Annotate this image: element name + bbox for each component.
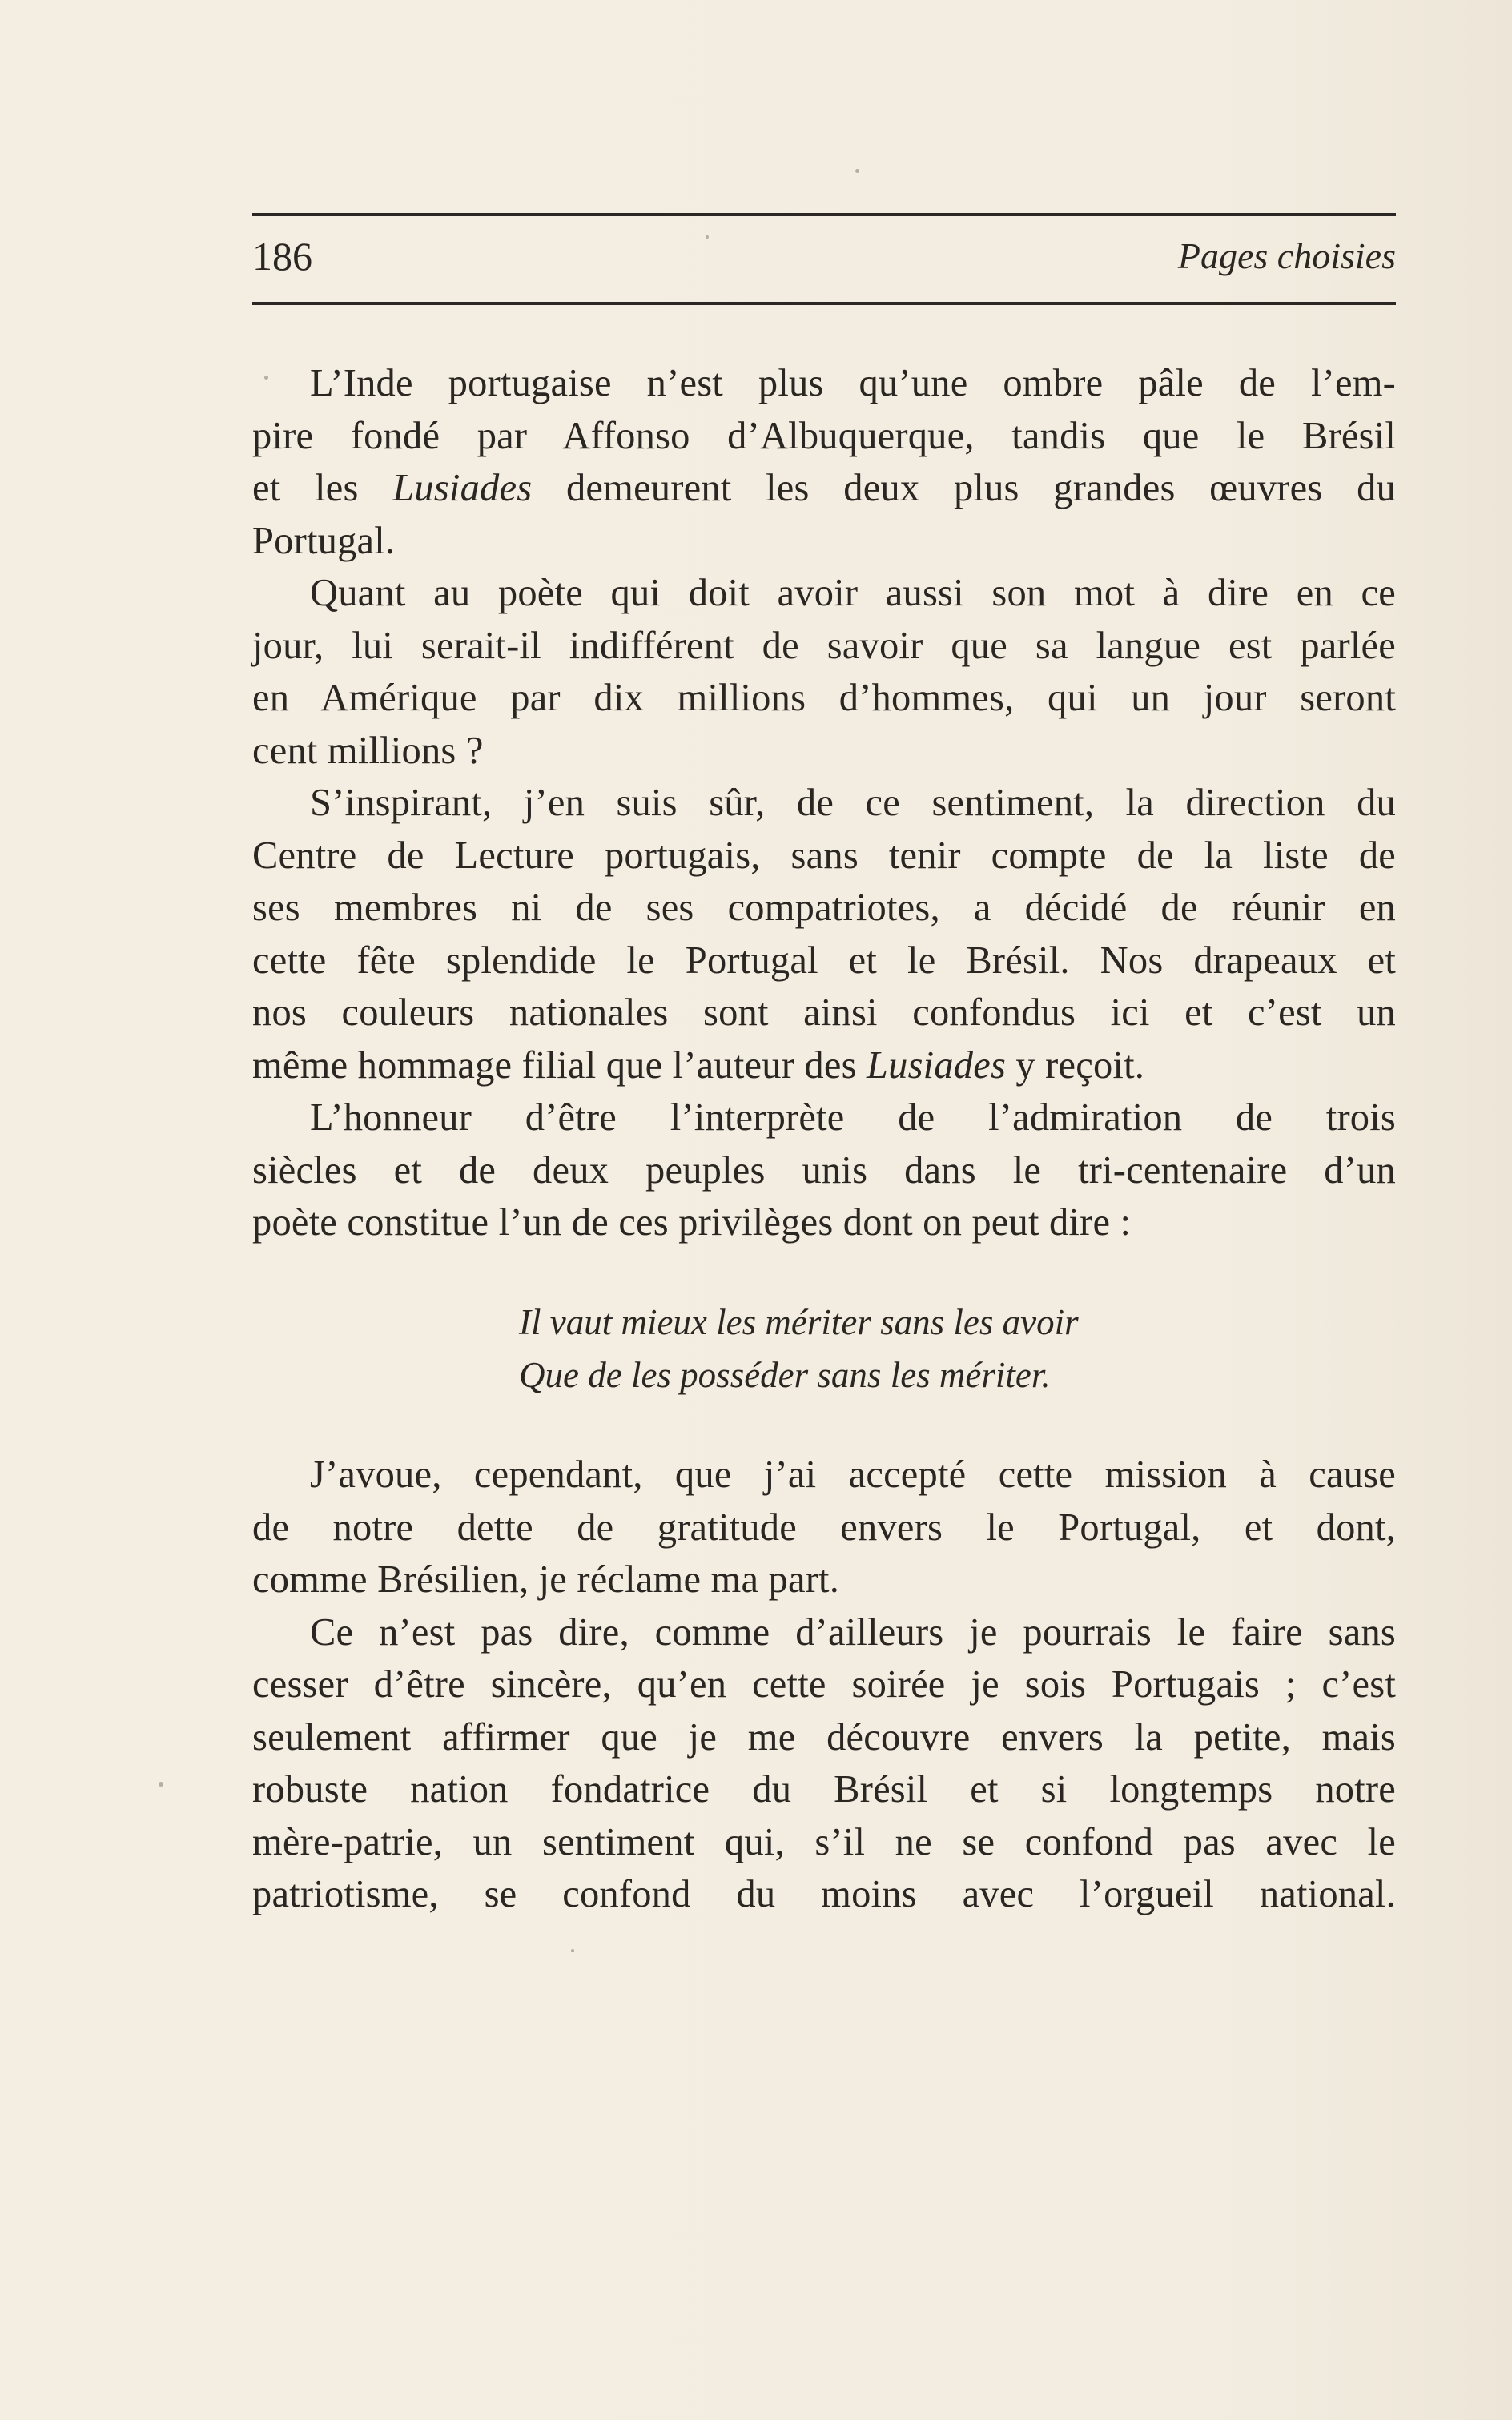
text-line: seulement affirmer que je me découvre envers la petite, mais [252, 1715, 1396, 1759]
text-line: patriotisme, se confond du moins avec l’orgueil national. [252, 1873, 1396, 1915]
text-line: L’Inde portugaise n’est plus qu’une ombre pâle de l’em- [310, 362, 1396, 404]
text-fragment: y reçoit. [1015, 1043, 1145, 1087]
work-title: Lusiades [866, 1043, 1007, 1087]
verse-quotation [519, 1296, 1240, 1401]
running-title: Pages choisies [1177, 235, 1396, 276]
text-line: Portugal. [252, 519, 396, 562]
text-line: jour, lui serait-il indifférent de savoir que sa langue est parlée [252, 624, 1396, 667]
text-line: en Amérique par dix millions d’hommes, qui un jour seront [252, 677, 1396, 719]
text-line [252, 462, 1396, 515]
header-rule-top [252, 213, 1396, 216]
text-line: Quant au poète qui doit avoir aussi son mot à dire en ce [310, 572, 1396, 614]
body-text [252, 357, 1396, 1249]
paper-speck [571, 1949, 574, 1952]
text-line: cent millions ? [252, 729, 484, 772]
text-line: pire fondé par Affonso d’Albuquerque, tandis que le Brésil [252, 414, 1396, 457]
page-number: 186 [252, 234, 312, 279]
text-line: Centre de Lecture portugais, sans tenir compte de la liste de [252, 834, 1396, 877]
verse-line: Que de les posséder sans les mériter. [519, 1355, 1051, 1395]
text-fragment: demeurent les deux plus grandes œuvres du [565, 467, 1397, 509]
text-line: nos couleurs nationales sont ainsi confondus ici et c’est un [252, 991, 1396, 1034]
text-line: comme Brésilien, je réclame ma part. [252, 1558, 840, 1601]
header-rule-bottom [252, 302, 1396, 305]
text-fragment: et les [252, 467, 359, 509]
text-line: S’inspirant, j’en suis sûr, de ce sentiment, la direction du [310, 782, 1396, 824]
text-line: mère-patrie, un sentiment qui, s’il ne se confond pas avec le [252, 1820, 1396, 1863]
text-line [252, 1039, 1396, 1092]
work-title: Lusiades [392, 467, 533, 509]
body-text-continued [252, 1449, 1396, 1921]
text-line: poète constitue l’un de ces privilèges dont on peut dire : [252, 1201, 1132, 1244]
text-line: ses membres ni de ses compatriotes, a décidé de réunir en [252, 886, 1396, 929]
text-fragment: même hommage filial que l’auteur des [252, 1043, 857, 1087]
text-line: L’honneur d’être l’interprète de l’admiration de trois [310, 1096, 1396, 1139]
text-line: cesser d’être sincère, qu’en cette soirée je sois Portugais ; c’est [252, 1663, 1396, 1706]
text-line: de notre dette de gratitude envers le Portugal, et dont, [252, 1505, 1396, 1549]
paper-speck [159, 1782, 163, 1787]
text-line: J’avoue, cependant, que j’ai accepté cette mission à cause [310, 1453, 1396, 1496]
running-head [252, 230, 1396, 286]
verse-line: Il vaut mieux les mériter sans les avoir [519, 1302, 1079, 1342]
paper-speck [855, 169, 859, 173]
text-line: cette fête splendide le Portugal et le Brésil. Nos drapeaux et [252, 939, 1396, 982]
text-line: robuste nation fondatrice du Brésil et si longtemps notre [252, 1768, 1396, 1811]
text-line: siècles et de deux peuples unis dans le tri-centenaire d’un [252, 1148, 1396, 1192]
text-line: Ce n’est pas dire, comme d’ailleurs je pourrais le faire sans [310, 1610, 1396, 1654]
